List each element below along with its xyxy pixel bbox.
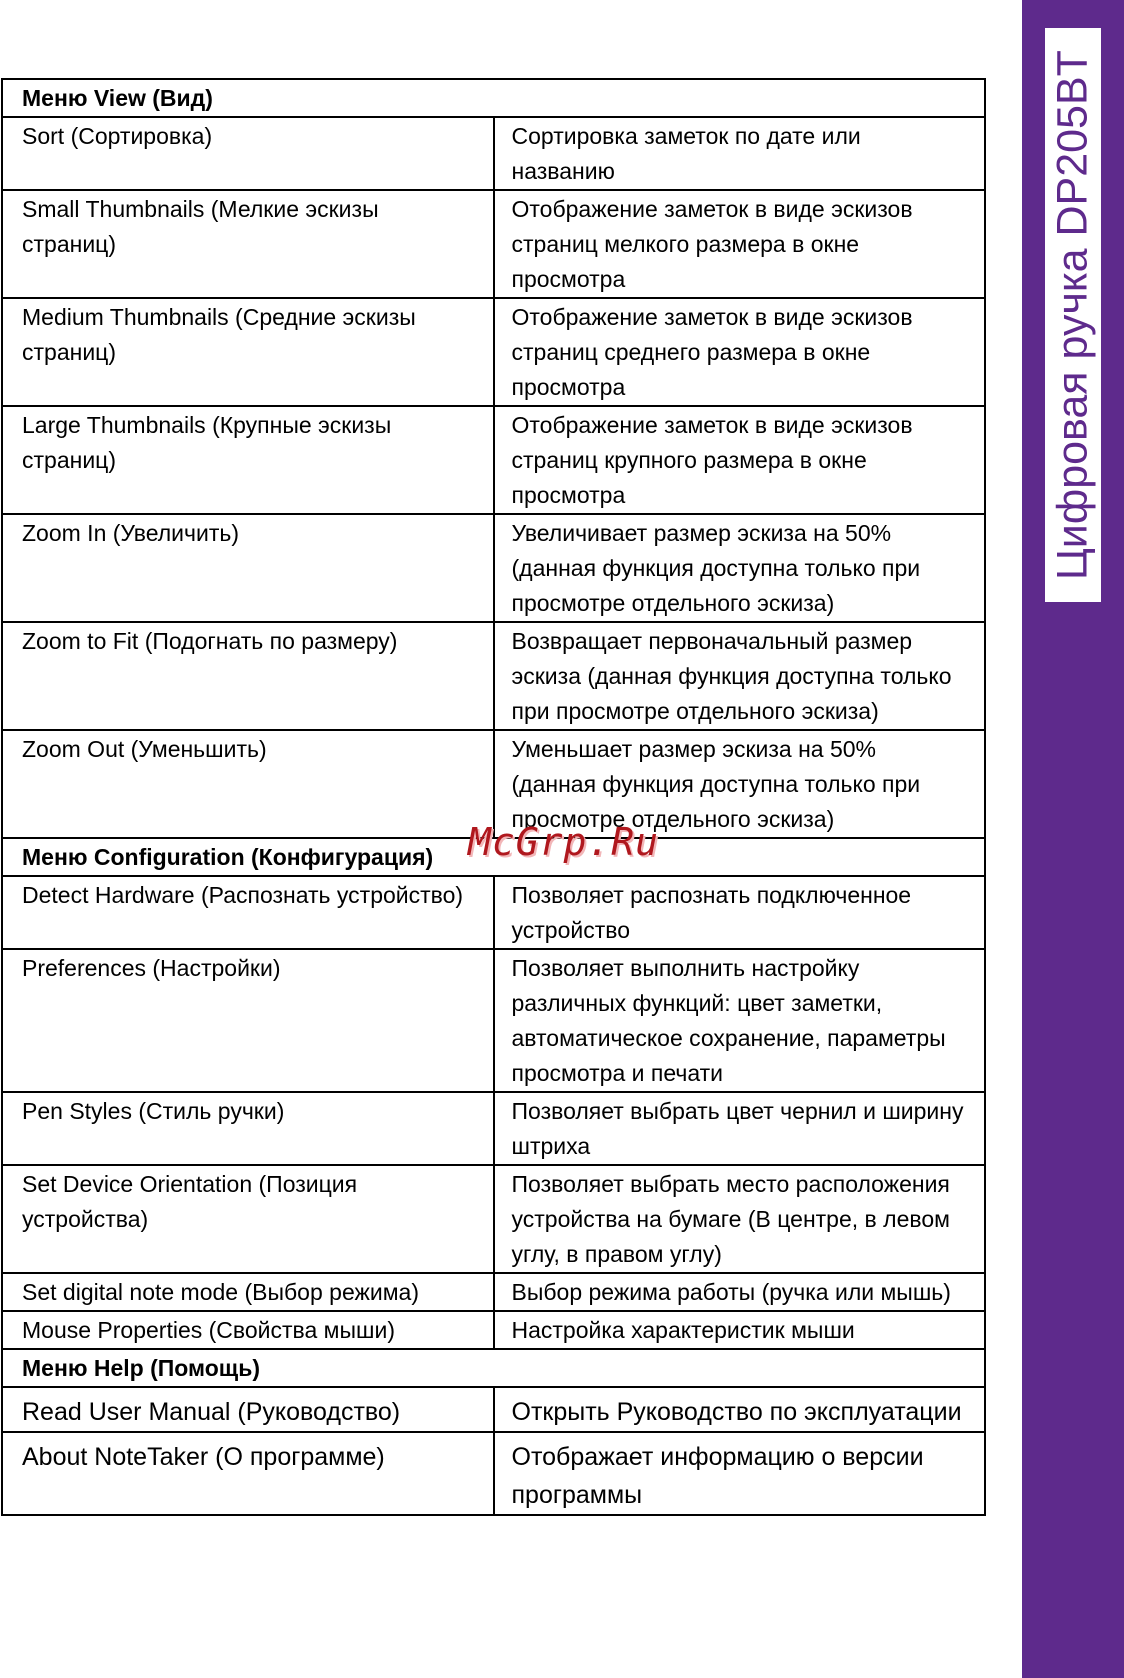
- section-title: Меню Help (Помощь): [2, 1349, 985, 1387]
- table-row: [2, 117, 985, 190]
- menu-table: [1, 78, 986, 1516]
- menu-item-desc: Отображение заметок в виде эскизов страниц мелкого размера в окне просмотра: [494, 190, 986, 298]
- table-row: [2, 1387, 985, 1432]
- menu-item-name: Read User Manual (Руководство): [2, 1387, 494, 1432]
- watermark: McGrp.Ru: [468, 820, 660, 864]
- table-row: [2, 876, 985, 949]
- menu-item-name: Zoom Out (Уменьшить): [2, 730, 494, 838]
- table-row: [2, 622, 985, 730]
- menu-item-desc: Открыть Руководство по эксплуатации: [494, 1387, 986, 1432]
- menu-item-name: Medium Thumbnails (Средние эскизы страниц): [2, 298, 494, 406]
- menu-item-desc: Настройка характеристик мыши: [494, 1311, 986, 1349]
- menu-item-desc: Отображение заметок в виде эскизов страниц крупного размера в окне просмотра: [494, 406, 986, 514]
- table-row: [2, 298, 985, 406]
- table-row: [2, 190, 985, 298]
- menu-item-desc: Сортировка заметок по дате или названию: [494, 117, 986, 190]
- table-row: [2, 1273, 985, 1311]
- table-row: [2, 949, 985, 1092]
- menu-item-name: Small Thumbnails (Мелкие эскизы страниц): [2, 190, 494, 298]
- menu-item-desc: Позволяет выбрать цвет чернил и ширину штриха: [494, 1092, 986, 1165]
- menu-item-name: Zoom In (Увеличить): [2, 514, 494, 622]
- menu-item-desc: Увеличивает размер эскиза на 50% (данная функция доступна только при просмотре отдельного эскиза): [494, 514, 986, 622]
- table-row: [2, 406, 985, 514]
- menu-item-name: Sort (Сортировка): [2, 117, 494, 190]
- section-title: Меню Configuration (Конфигурация): [2, 838, 985, 876]
- section-header-help: [2, 1349, 985, 1387]
- menu-item-name: Set Device Orientation (Позиция устройства): [2, 1165, 494, 1273]
- table-row: [2, 1432, 985, 1515]
- table-row: [2, 1092, 985, 1165]
- menu-item-name: Preferences (Настройки): [2, 949, 494, 1092]
- menu-item-name: Detect Hardware (Распознать устройство): [2, 876, 494, 949]
- menu-item-name: Pen Styles (Стиль ручки): [2, 1092, 494, 1165]
- menu-item-desc: Позволяет выполнить настройку различных функций: цвет заметки, автоматическое сохранение, параметры просмотра и печати: [494, 949, 986, 1092]
- menu-item-name: About NoteTaker (О программе): [2, 1432, 494, 1515]
- section-title: Меню View (Вид): [2, 79, 985, 117]
- side-label: Цифровая ручка DP205BT: [1048, 50, 1097, 580]
- menu-item-desc: Отображает информацию о версии программы: [494, 1432, 986, 1515]
- menu-item-name: Set digital note mode (Выбор режима): [2, 1273, 494, 1311]
- menu-item-desc: Выбор режима работы (ручка или мышь): [494, 1273, 986, 1311]
- section-header-view: [2, 79, 985, 117]
- menu-item-name: Large Thumbnails (Крупные эскизы страниц): [2, 406, 494, 514]
- menu-item-desc: Позволяет выбрать место расположения устройства на бумаге (В центре, в левом углу, в правом углу): [494, 1165, 986, 1273]
- menu-item-desc: Позволяет распознать подключенное устройство: [494, 876, 986, 949]
- menu-item-desc: Уменьшает размер эскиза на 50% (данная функция доступна только при просмотре отдельного эскиза): [494, 730, 986, 838]
- table-row: [2, 1311, 985, 1349]
- table-row: [2, 514, 985, 622]
- table-row: [2, 1165, 985, 1273]
- menu-item-desc: Возвращает первоначальный размер эскиза (данная функция доступна только при просмотре отдельного эскиза): [494, 622, 986, 730]
- menu-item-desc: Отображение заметок в виде эскизов страниц среднего размера в окне просмотра: [494, 298, 986, 406]
- menu-item-name: Zoom to Fit (Подогнать по размеру): [2, 622, 494, 730]
- menu-item-name: Mouse Properties (Свойства мыши): [2, 1311, 494, 1349]
